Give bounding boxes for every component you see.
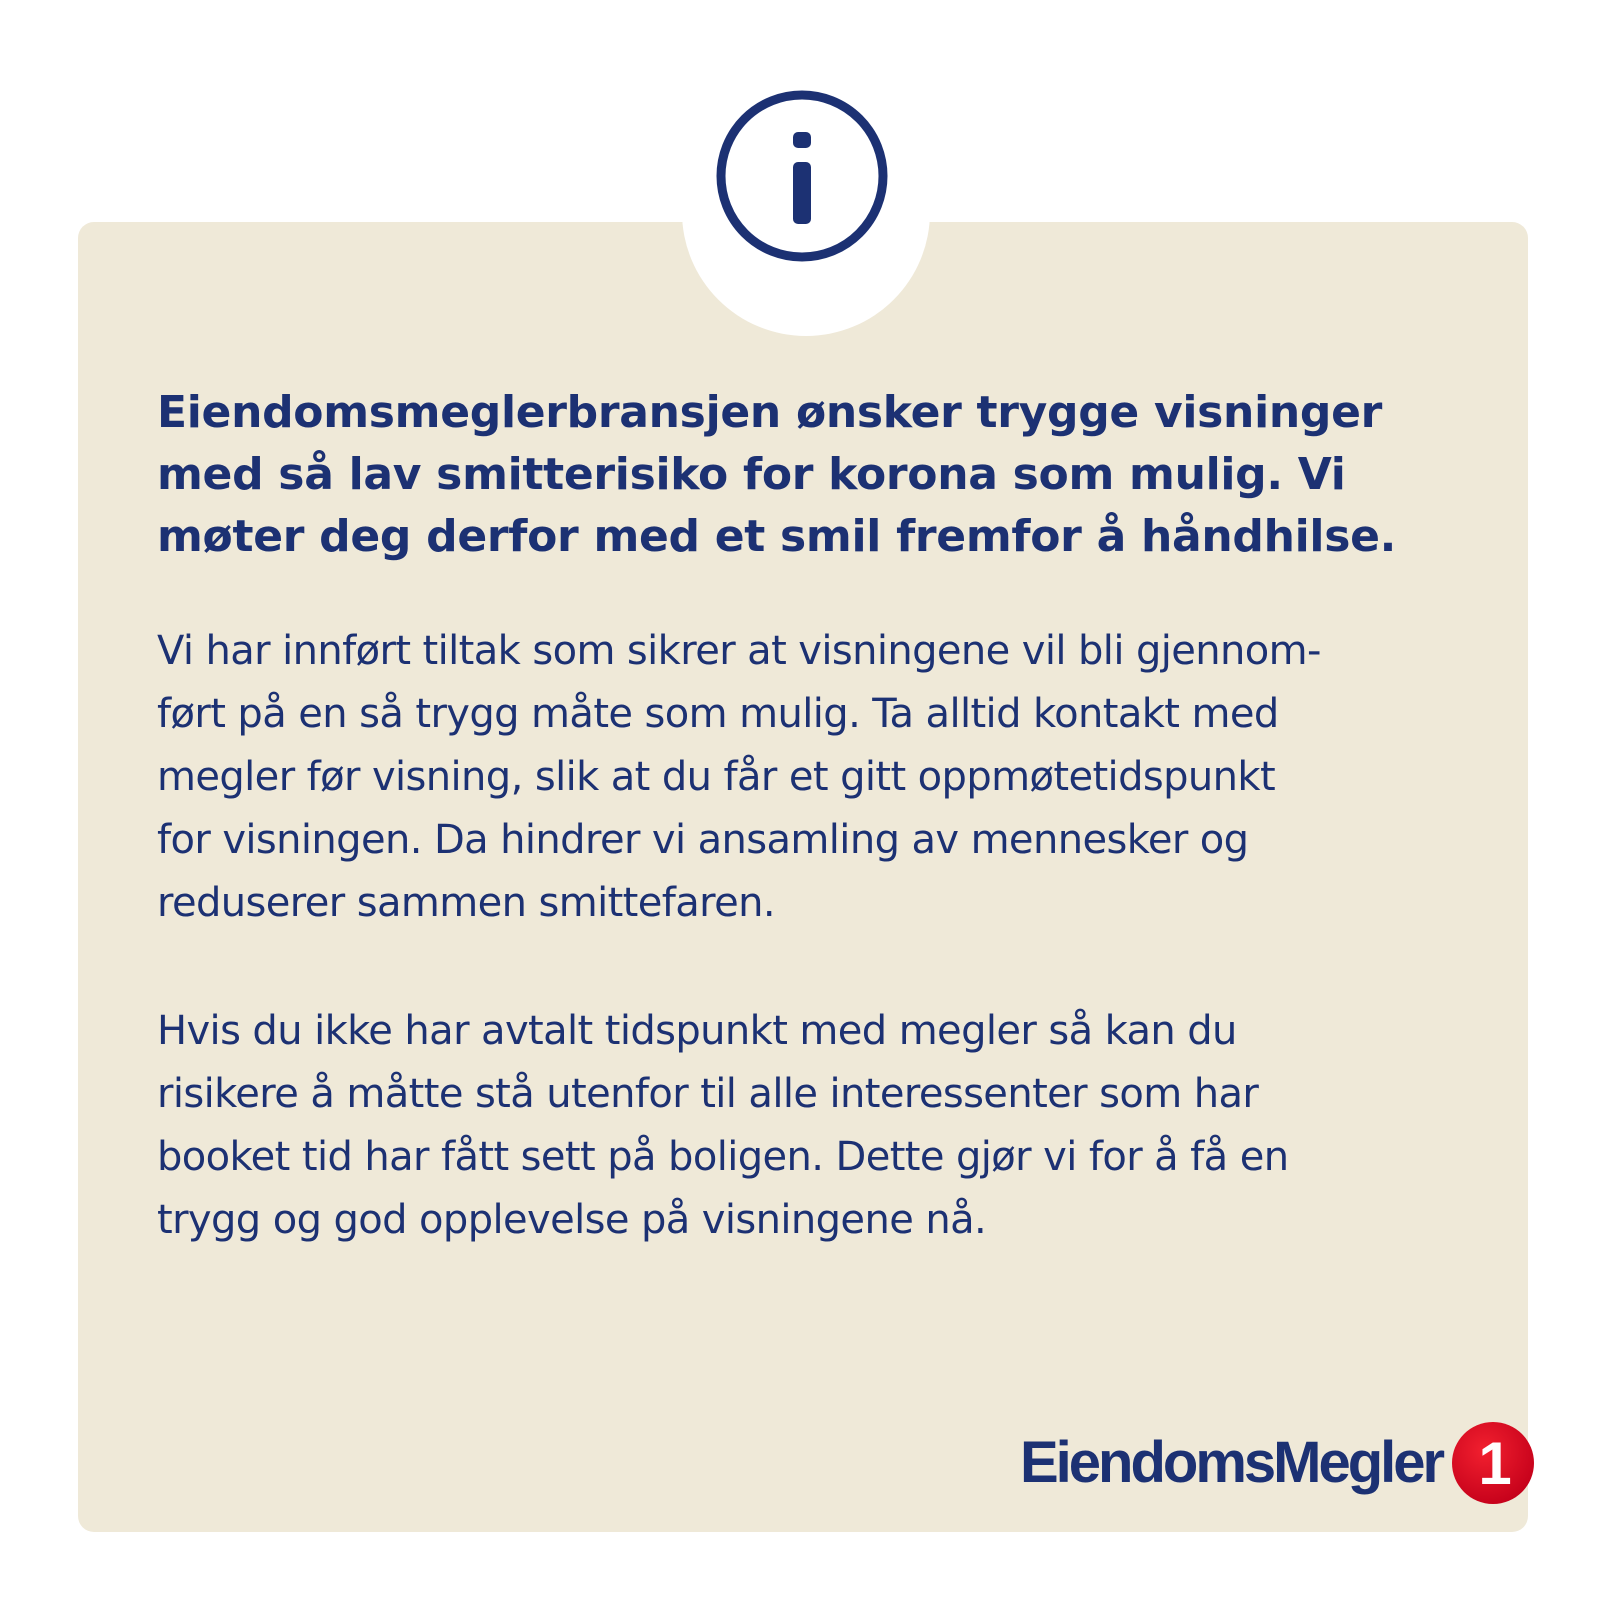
logo-mark-digit: 1 (1478, 1430, 1512, 1497)
body-paragraph-1: Vi har innført tiltak som sikrer at visningene vil bli gjennom- ført på en så trygg måte som mulig. Ta alltid kontakt med megler før visning, slik at du får et gitt oppmøtetidspunkt for visningen. Da hindrer vi ansamling av mennesker og reduserer sammen smittefaren. (157, 628, 1321, 926)
headline: Eiendomsmeglerbransjen ønsker trygge visninger med så lav smitterisiko for korona som mulig. Vi møter deg derfor med et smil fremfor å håndhilse. (157, 387, 1397, 562)
eiendomsmegler1-logo (1020, 1420, 1536, 1506)
body-paragraph-2: Hvis du ikke har avtalt tidspunkt med megler så kan du risikere å måtte stå utenfor til alle interessenter som har booket tid har fått sett på boligen. Dette gjør vi for å få en trygg og god opplevelse på visningene nå. (157, 1008, 1289, 1243)
info-icon (712, 86, 892, 266)
logo-wordmark: EiendomsMegler (1020, 1430, 1443, 1495)
logo-one-mark (1450, 1420, 1536, 1506)
